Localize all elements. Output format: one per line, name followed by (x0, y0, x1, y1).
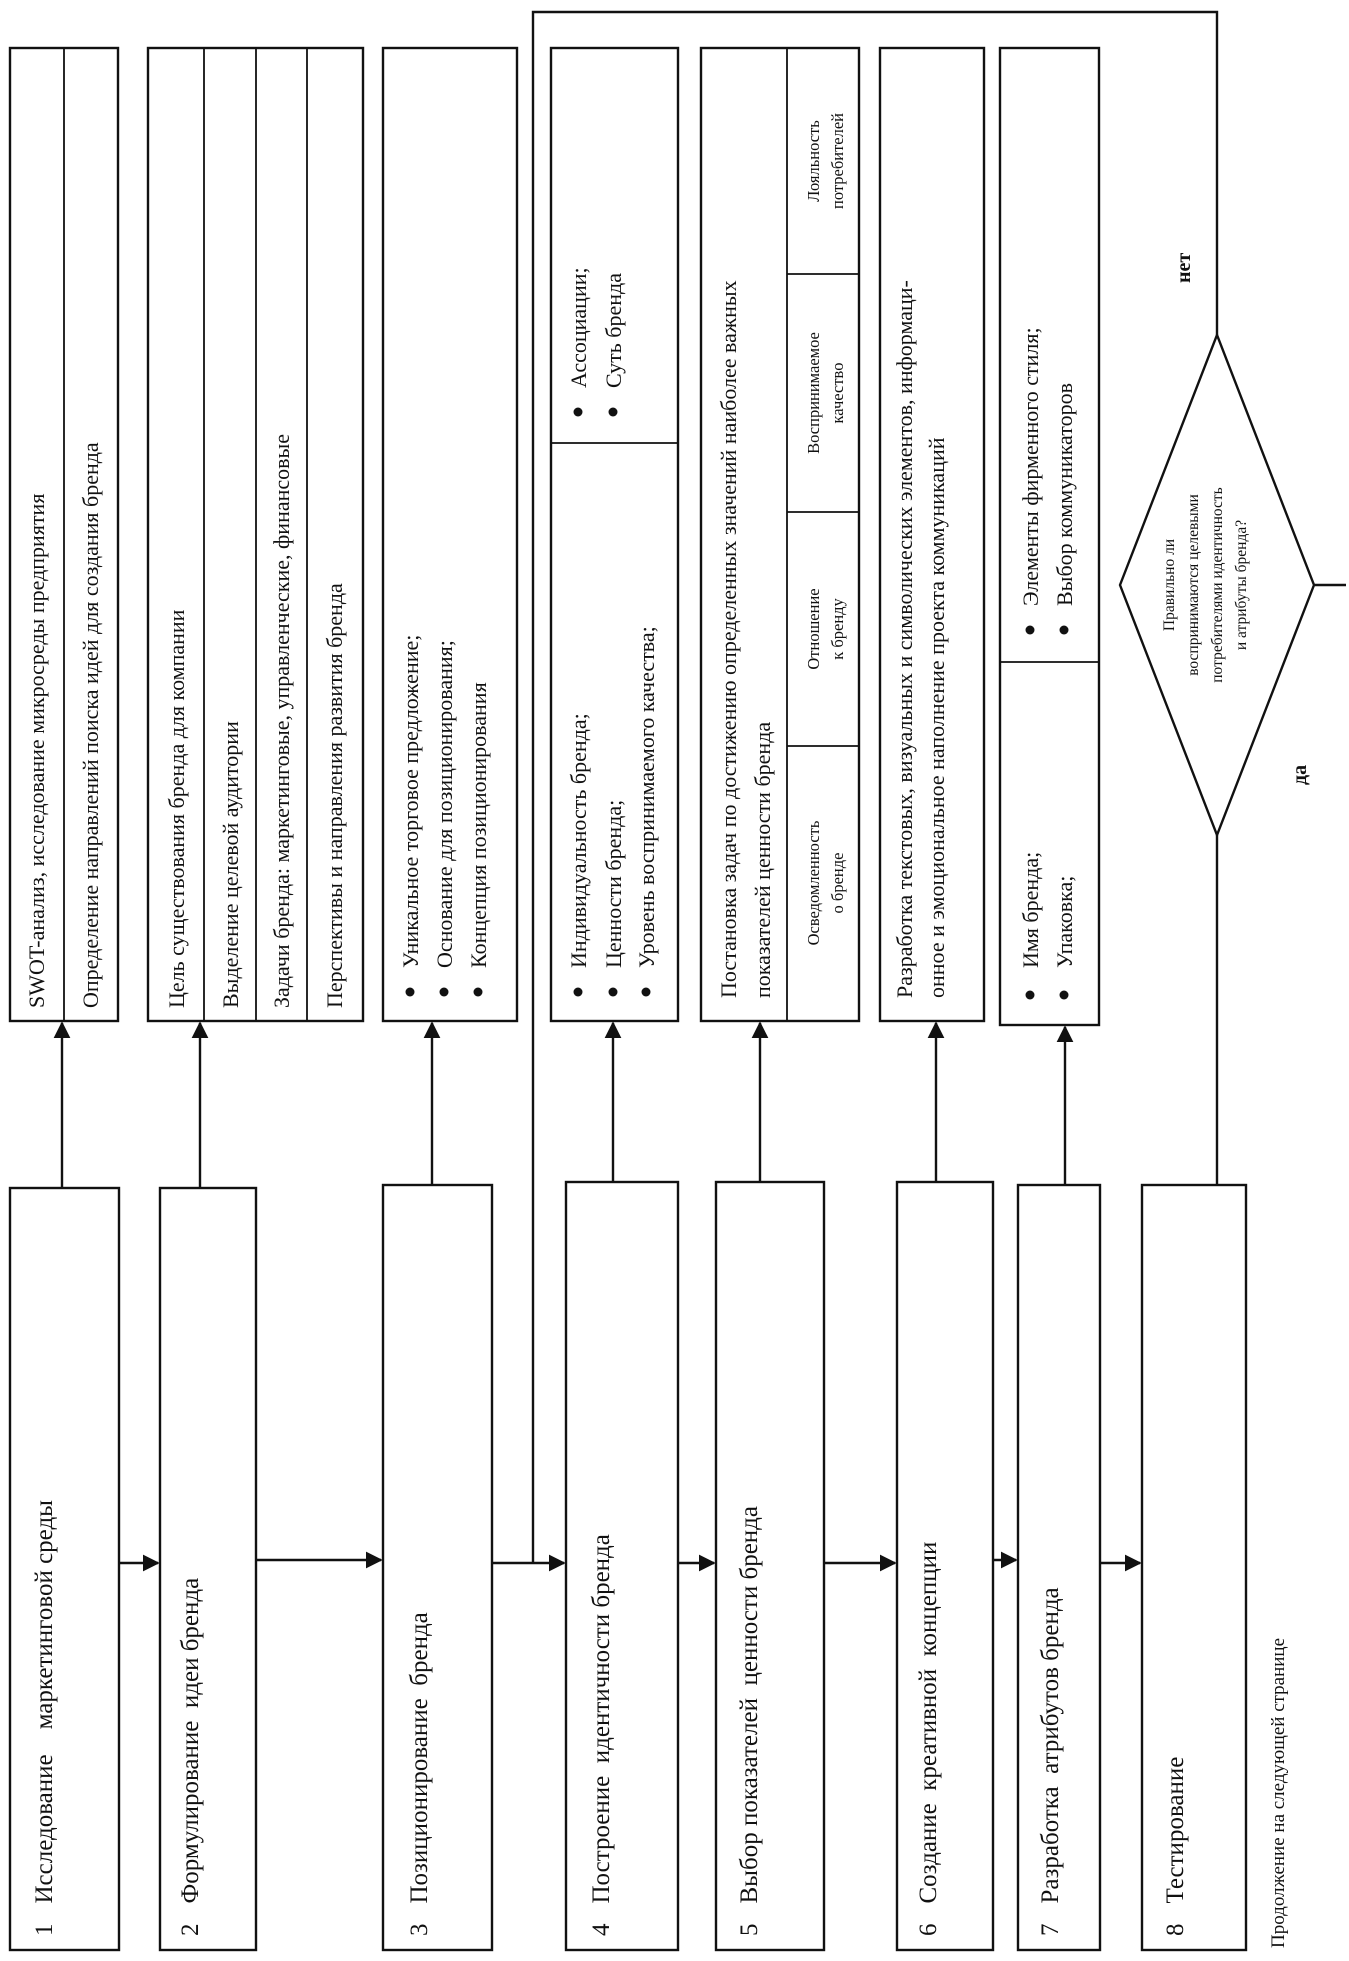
detail-4-line-2: Ценности бренда; (601, 799, 626, 968)
bullet (1026, 626, 1035, 635)
detail-5-cell-2-line-1: Отношение (804, 588, 823, 670)
detail-box-1 (10, 48, 118, 1021)
svg-text:3Позиционирование бренда (406, 1612, 433, 1936)
detail-5-cell-2-line-2: к бренду (828, 598, 847, 660)
decision-line-1: Правильно ли (1161, 538, 1178, 632)
step-5-number: 5 (736, 1923, 763, 1936)
bullet (1060, 991, 1069, 1000)
detail-box-5 (701, 48, 859, 1021)
detail-2-line-1: Цель существования бренда для компании (164, 609, 189, 1008)
detail-7-line-2: Упаковка; (1052, 875, 1077, 968)
step-6-box (897, 1182, 993, 1950)
detail-7-line-3: Элементы фирменного стиля; (1018, 327, 1043, 606)
step-6-number: 6 (915, 1923, 942, 1936)
decision-line-3: потребителями идентичность (1209, 487, 1226, 683)
step-4-label: Построение идентичности бренда (588, 1534, 615, 1904)
bullet (609, 408, 618, 417)
svg-text:7Разработка атрибутов бренда (1037, 1587, 1064, 1936)
svg-text:2Формулирование идеи бренда (177, 1578, 204, 1936)
step-7-box (1018, 1185, 1100, 1950)
step-2-label: Формулирование идеи бренда (177, 1577, 204, 1904)
step-4-number: 4 (588, 1923, 615, 1936)
bullet (1026, 991, 1035, 1000)
detail-5-cell-3-line-2: качество (828, 362, 847, 424)
detail-5-cell-4-line-2: потребителей (828, 113, 847, 209)
bullet (574, 408, 583, 417)
detail-box-2 (148, 48, 363, 1021)
detail-2-line-2: Выделение целевой аудитории (218, 721, 243, 1008)
step-6-label: Создание креативной концепции (915, 1541, 942, 1904)
detail-4-line-1: Индивидуальность бренда; (566, 713, 591, 968)
svg-text:1Исследование маркетинговой (31, 1500, 58, 1936)
detail-box-6 (880, 48, 984, 1021)
step-7-number: 7 (1037, 1923, 1064, 1936)
no-label: нет (1173, 252, 1195, 283)
detail-2-line-4: Перспективы и направления развития бренда (322, 583, 347, 1008)
step-5-box (716, 1182, 824, 1950)
step-8-number: 8 (1162, 1923, 1189, 1936)
step-1-box (10, 1188, 119, 1950)
bullet (609, 988, 618, 997)
detail-5-cell-4-line-1: Лояльность (804, 120, 823, 202)
detail-6-line-1: Разработка текстовых, визуальных и символических элементов, информаци- (892, 280, 917, 998)
detail-3-line-2: Основание для позиционирования; (432, 640, 457, 968)
step-1-label: Исследование маркетинговой среды (31, 1500, 58, 1904)
detail-3-line-1: Уникальное торговое предложение; (398, 634, 423, 968)
step-3-number: 3 (406, 1923, 433, 1936)
detail-4-line-4: Ассоциации; (566, 267, 591, 388)
detail-7-line-4: Выбор коммуникаторов (1052, 383, 1077, 606)
decision-line-4: и атрибуты бренда? (1233, 519, 1250, 651)
bullet (474, 988, 483, 997)
detail-box-7 (1000, 48, 1099, 1025)
detail-2-line-3: Задачи бренда: маркетинговые, управленческие, финансовые (269, 433, 294, 1008)
continuation-note: Продолжение на следующей странице (1268, 1637, 1289, 1948)
step-5-label: Выбор показателей ценности бренда (736, 1506, 763, 1904)
detail-6-line-2: онное и эмоциональное наполнение проекта коммуникаций (924, 437, 949, 998)
step-8-label: Тестирование (1162, 1756, 1189, 1904)
detail-5-cell-1-line-2: о бренде (828, 852, 847, 914)
step-2-number: 2 (177, 1923, 204, 1936)
detail-1-line-2: Определение направлений поиска идей для создания бренда (78, 442, 103, 1008)
svg-text:4Построение идентичности брен (588, 1534, 615, 1936)
step-3-label: Позиционирование бренда (406, 1612, 433, 1904)
detail-box-3 (383, 48, 517, 1021)
bullet (642, 988, 651, 997)
decision-line-2: воспринимаются целевыми (1185, 494, 1202, 676)
detail-1-line-1: SWOT-анализ, исследование микросреды предприятия (24, 493, 49, 1008)
detail-5-header-line-2: показателей ценности бренда (750, 721, 775, 998)
detail-box-4 (551, 48, 678, 1021)
bullet (1060, 626, 1069, 635)
step-4-box (566, 1182, 678, 1950)
step-3-box (383, 1185, 492, 1950)
step-8-box (1142, 1185, 1246, 1950)
detail-4-line-5: Суть бренда (601, 273, 626, 388)
svg-text:6Создание креативной концепц (915, 1542, 942, 1936)
svg-text:5Выбор показателей ценности б (736, 1506, 763, 1936)
detail-5-cell-3-line-1: Воспринимаемое (804, 332, 823, 454)
detail-7-line-1: Имя бренда; (1018, 851, 1043, 968)
decision-diamond (1120, 335, 1314, 835)
detail-4-line-3: Уровень воспринимаемого качества; (634, 626, 659, 968)
bullet (406, 988, 415, 997)
detail-5-header-line-1: Постановка задач по достижению определенных значений наиболее важных (716, 280, 741, 998)
yes-label: да (1289, 764, 1311, 785)
bullet (440, 988, 449, 997)
detail-5-cell-1-line-1: Осведомленность (804, 820, 823, 946)
step-2-box (160, 1188, 256, 1950)
step-1-number: 1 (31, 1923, 58, 1936)
step-7-label: Разработка атрибутов бренда (1037, 1587, 1064, 1904)
detail-3-line-3: Концепция позиционирования (466, 682, 491, 968)
bullet (574, 988, 583, 997)
